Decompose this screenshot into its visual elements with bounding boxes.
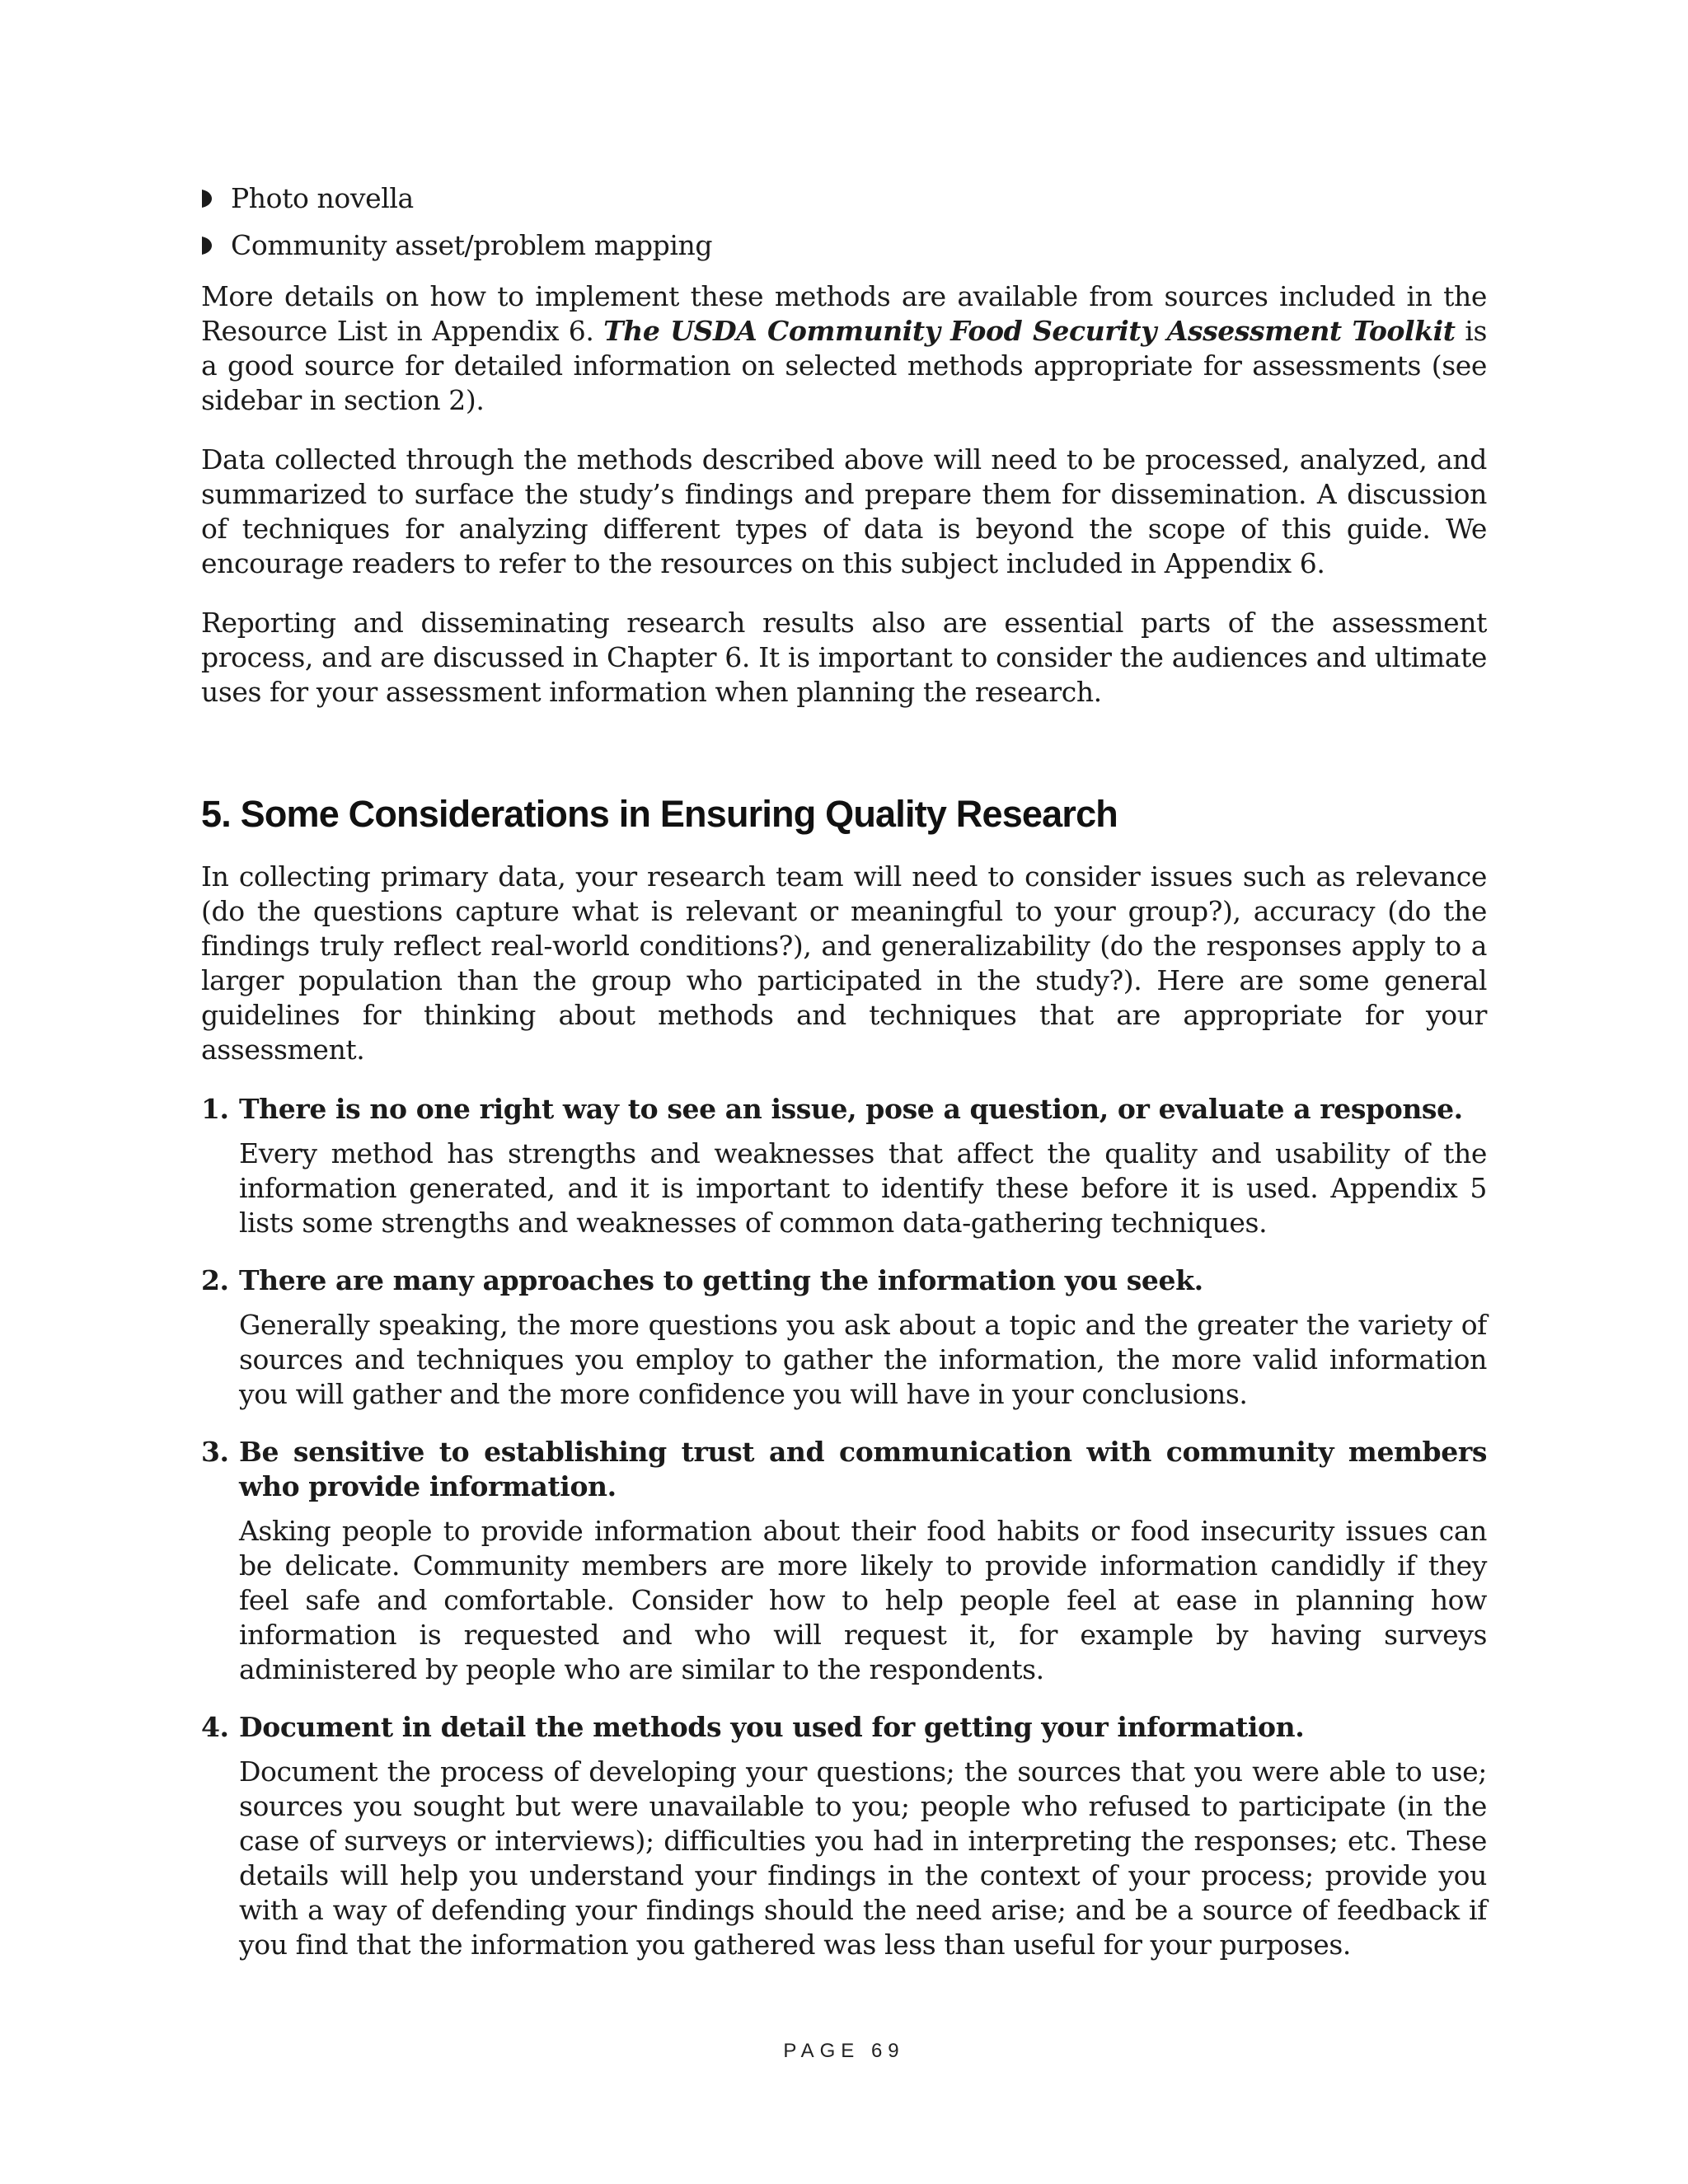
toolkit-title: The USDA Community Food Security Assessment Toolkit	[603, 315, 1456, 347]
bullet-icon	[201, 228, 231, 263]
bullet-icon	[201, 181, 231, 216]
paragraph-data-processing: Data collected through the methods described above will need to be processed, analyzed, and summarized to surface the study’s findings and prepare them for dissemination. A discussion of techniques for analyzing different types of data is beyond the scope of this guide. We encourage readers to refer to the resources on this subject included in Appendix 6.	[201, 443, 1487, 579]
guideline-number: 4.	[201, 1711, 229, 1743]
bullet-list	[201, 181, 1487, 263]
guideline-text: Asking people to provide information about their food habits or food insecurity issues can be delicate. Community members are more likely to provide information candidly if they feel safe and comfortable. Consider how to help people feel at ease in planning how information is requested and who will request it, for example by having surveys administered by people who are similar to the respondents.	[239, 1515, 1487, 1685]
section-intro: In collecting primary data, your research team will need to consider issues such as relevance (do the questions capture what is relevant or meaningful to your group?), accuracy (do the findings truly reflect real-world conditions?), and generalizability (do the responses apply to a larger population than the group who participated in the study?). Here are some general guidelines for thinking about methods and techniques that are appropriate for your assessment.	[201, 860, 1487, 1066]
list-item	[201, 181, 1487, 216]
guideline-item	[201, 1710, 1487, 1962]
guideline-number: 3.	[201, 1436, 229, 1468]
guideline-body	[239, 1710, 1487, 1962]
list-item	[201, 228, 1487, 263]
guideline-number: 2.	[201, 1264, 229, 1296]
guideline-text: Every method has strengths and weaknesses that affect the quality and usability of the information generated, and it is important to identify these before it is used. Appendix 5 lists some strengths and weaknesses of common data-gathering techniques.	[239, 1137, 1487, 1239]
guideline-title: There is no one right way to see an issue, pose a question, or evaluate a response.	[239, 1093, 1463, 1125]
paragraph-text: More details on how to implement these methods are available from sources included in the Resource List in Appendix 6.	[201, 280, 1487, 347]
guideline-title: There are many approaches to getting the information you seek.	[239, 1264, 1203, 1296]
guideline-item	[201, 1263, 1487, 1412]
guideline-body	[239, 1435, 1487, 1687]
bullet-text: Photo novella	[231, 182, 414, 214]
guideline-item	[201, 1435, 1487, 1687]
paragraph-reporting: Reporting and disseminating research results also are essential parts of the assessment process, and are discussed in Chapter 6. It is important to consider the audiences and ultimate uses for your assessment information when planning the research.	[201, 607, 1487, 708]
bullet-text: Community asset/problem mapping	[231, 229, 713, 261]
paragraph-resources	[201, 279, 1487, 418]
guideline-text: Generally speaking, the more questions you ask about a topic and the greater the variety of sources and techniques you employ to gather the information, the more valid information you will gather and the more confidence you will have in your conclusions.	[239, 1309, 1487, 1410]
guideline-number: 1.	[201, 1093, 229, 1125]
section-heading: 5. Some Considerations in Ensuring Quality Research	[201, 793, 1118, 835]
guideline-text: Document the process of developing your questions; the sources that you were able to use; sources you sought but were unavailable to you; people who refused to participate (in the case of surveys or interviews); difficulties you had in interpreting the responses; etc. These details will help you understand your findings in the context of your process; provide you with a way of defending your findings should the need arise; and be a source of feedback if you find that the information you gathered was less than useful for your purposes.	[239, 1755, 1487, 1961]
page-number: PAGE 69	[783, 2040, 905, 2062]
paragraph-text: is a good source for detailed information on selected methods appropriate for assessments (see sidebar in section 2).	[201, 315, 1487, 416]
guideline-title: Be sensitive to establishing trust and communication with community members who provide information.	[239, 1436, 1487, 1502]
guideline-body	[239, 1263, 1487, 1412]
guideline-title: Document in detail the methods you used for getting your information.	[239, 1711, 1305, 1743]
document-page	[201, 181, 1487, 1985]
guideline-item	[201, 1092, 1487, 1240]
guidelines-list	[201, 1092, 1487, 1962]
guideline-body	[239, 1092, 1487, 1240]
